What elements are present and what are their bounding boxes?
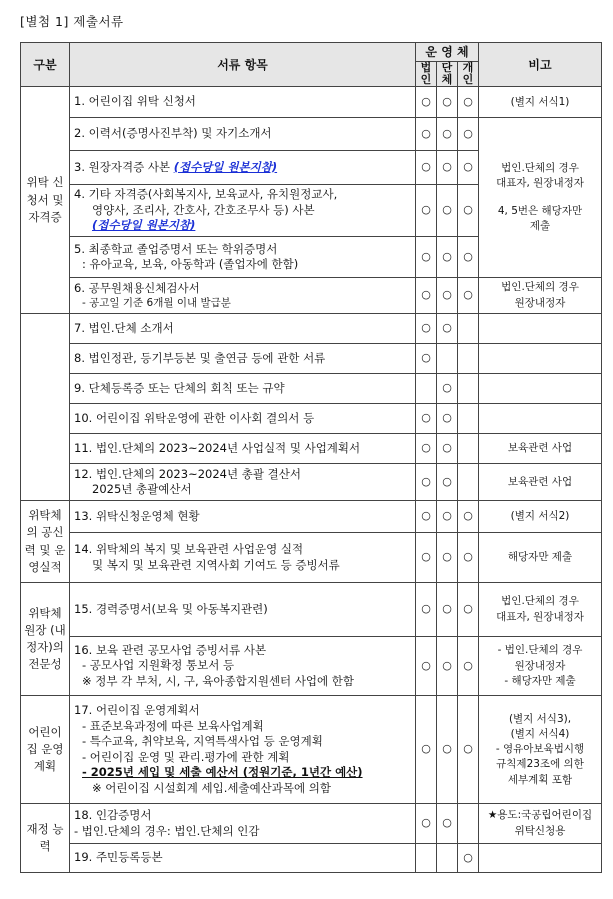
doc-item	[70, 278, 416, 314]
header-indiv: 개인	[458, 62, 479, 87]
doc-item-text: - 공고일 기준 6개월 이내 발급분	[82, 297, 231, 310]
note-line: 법인.단체의 경우	[501, 595, 579, 608]
doc-item: 9. 단체등록증 또는 단체의 회칙 또는 규약	[70, 374, 416, 404]
check-mark: ○	[437, 533, 458, 583]
check-mark: ○	[458, 533, 479, 583]
table-row	[21, 533, 602, 583]
note-cell	[479, 696, 602, 804]
note-line: 규칙제23조에 의한	[496, 758, 584, 771]
empty-mark	[458, 434, 479, 464]
check-mark: ○	[437, 185, 458, 237]
check-mark: ○	[437, 118, 458, 151]
note-cell: (별지 서식2)	[479, 501, 602, 533]
note-cell: 해당자만 제출	[479, 533, 602, 583]
table-row	[21, 434, 602, 464]
note-line: 제출	[529, 219, 551, 232]
check-mark: ○	[458, 696, 479, 804]
note-line: - 법인.단체의 경우	[497, 644, 583, 657]
doc-item-text: ※ 정부 각 부처, 시, 구, 육아종합지원센터 사업에 한함	[82, 673, 355, 688]
doc-item-text: - 공모사업 지원확정 통보서 등	[82, 658, 235, 673]
doc-item-text: : 유아교육, 보육, 아동학과 (졸업자에 한함)	[82, 257, 299, 272]
check-mark: ○	[458, 844, 479, 873]
check-mark: ○	[416, 434, 437, 464]
doc-item: 10. 어린이집 위탁운영에 관한 이사회 결의서 등	[70, 404, 416, 434]
empty-mark	[416, 844, 437, 873]
note-cell: 보육관련 사업	[479, 464, 602, 501]
doc-item	[70, 151, 416, 185]
empty-mark	[458, 374, 479, 404]
note-cell: 보육관련 사업	[479, 434, 602, 464]
doc-item-text: 2025년 총괄예산서	[92, 482, 192, 497]
doc-item-text: 영양사, 조리사, 간호사, 간호조무사 등) 사본	[92, 202, 315, 217]
doc-item-text: 17. 어린이집 운영계획서	[74, 703, 200, 718]
doc-item-text: 12. 법인.단체의 2023~2024년 총괄 결산서	[74, 466, 301, 481]
note-line: 법인.단체의 경우	[501, 281, 579, 294]
doc-item-text: ※ 어린이집 시설회계 세입.세출예산과목에 의함	[92, 780, 331, 795]
check-mark: ○	[416, 583, 437, 637]
empty-mark	[437, 344, 458, 374]
doc-item-text: 및 복지 및 보육관련 지역사회 기여도 등 증빙서류	[92, 557, 340, 572]
budget-plan-text: - 2025년 세입 및 세출 예산서 (정원기준, 1년간 예산)	[82, 765, 363, 780]
check-mark: ○	[437, 464, 458, 501]
check-mark: ○	[416, 185, 437, 237]
note-cell: (별지 서식1)	[479, 87, 602, 118]
check-mark: ○	[416, 533, 437, 583]
check-mark: ○	[437, 374, 458, 404]
empty-mark	[458, 314, 479, 344]
doc-item: 15. 경력증명서(보육 및 아동복지관련)	[70, 583, 416, 637]
category-cell: 어린이집 운영 계획	[21, 696, 70, 804]
doc-item-text: 4. 기타 자격증(사회복지사, 보육교사, 유치원정교사,	[74, 187, 338, 202]
category-cell: 위탁체 원장 (내정자)의 전문성	[21, 583, 70, 696]
check-mark: ○	[437, 434, 458, 464]
check-mark: ○	[416, 237, 437, 278]
category-cell: 위탁체의 공신력 및 운영실적	[21, 501, 70, 583]
category-cell: 위탁 신청서 및 자격증	[21, 87, 70, 314]
header-operator: 운 영 체	[416, 43, 479, 62]
check-mark: ○	[437, 87, 458, 118]
empty-mark	[458, 344, 479, 374]
check-mark: ○	[416, 314, 437, 344]
doc-item: 19. 주민등록등본	[70, 844, 416, 873]
doc-item-text: 5. 최종학교 졸업증명서 또는 학위증명서	[74, 241, 278, 256]
table-row	[21, 696, 602, 804]
note-cell	[479, 804, 602, 844]
check-mark: ○	[458, 237, 479, 278]
original-required-note: (접수당일 원본지참)	[92, 218, 196, 233]
check-mark: ○	[458, 87, 479, 118]
doc-item-text: - 법인.단체의 경우: 법인.단체의 인감	[74, 823, 260, 838]
note-cell	[479, 844, 602, 873]
note-line: ★용도:국공립어린이집	[487, 809, 593, 822]
note-cell	[479, 637, 602, 696]
note-line: 대표자, 원장내정자	[496, 610, 584, 623]
category-cell: 재정 능력	[21, 804, 70, 873]
check-mark: ○	[437, 501, 458, 533]
check-mark: ○	[437, 404, 458, 434]
note-cell	[479, 314, 602, 344]
check-mark: ○	[416, 344, 437, 374]
check-mark: ○	[416, 637, 437, 696]
table-row	[21, 501, 602, 533]
doc-item: 8. 법인정관, 등기부등본 및 출연금 등에 관한 서류	[70, 344, 416, 374]
check-mark: ○	[458, 185, 479, 237]
doc-item: 2. 이력서(증명사진부착) 및 자기소개서	[70, 118, 416, 151]
table-row	[21, 404, 602, 434]
note-cell	[479, 374, 602, 404]
empty-mark	[437, 844, 458, 873]
empty-mark	[458, 464, 479, 501]
table-row	[21, 344, 602, 374]
note-line: 원장내정자	[514, 659, 566, 672]
page-title: [별첨 1] 제출서류	[20, 14, 124, 29]
empty-mark	[416, 374, 437, 404]
check-mark: ○	[416, 118, 437, 151]
check-mark: ○	[416, 87, 437, 118]
check-mark: ○	[458, 637, 479, 696]
doc-item-text: 16. 보육 관련 공모사업 증빙서류 사본	[74, 642, 267, 657]
check-mark: ○	[437, 637, 458, 696]
doc-item-text: - 어린이집 운영 및 관리.평가에 관한 계획	[82, 749, 290, 764]
note-line: - 영유아보육법시행	[495, 743, 585, 756]
doc-item-text: 3. 원장자격증 사본	[74, 159, 174, 174]
check-mark: ○	[437, 583, 458, 637]
check-mark: ○	[416, 278, 437, 314]
table-row	[21, 278, 602, 314]
note-line: (별지 서식4)	[510, 727, 570, 740]
note-cell	[479, 344, 602, 374]
note-line: 법인.단체의 경우	[501, 162, 579, 175]
check-mark: ○	[437, 696, 458, 804]
check-mark: ○	[458, 278, 479, 314]
table-row	[21, 374, 602, 404]
note-cell	[479, 118, 602, 278]
table-row	[21, 87, 602, 118]
doc-item	[70, 464, 416, 501]
check-mark: ○	[416, 501, 437, 533]
empty-mark	[458, 804, 479, 844]
doc-item-text: 18. 인감증명서	[74, 808, 152, 823]
note-line: 원장내정자	[514, 296, 566, 309]
note-cell	[479, 278, 602, 314]
doc-item: 1. 어린이집 위탁 신청서	[70, 87, 416, 118]
header-docs: 서류 항목	[70, 43, 416, 87]
doc-item: 7. 법인.단체 소개서	[70, 314, 416, 344]
doc-item-text: 14. 위탁체의 복지 및 보육관련 사업운영 실적	[74, 542, 304, 557]
check-mark: ○	[437, 314, 458, 344]
header-note: 비고	[479, 43, 602, 87]
table-row	[21, 583, 602, 637]
document-table	[20, 42, 602, 873]
check-mark: ○	[458, 501, 479, 533]
check-mark: ○	[437, 278, 458, 314]
check-mark: ○	[437, 237, 458, 278]
table-row	[21, 844, 602, 873]
table-row	[21, 118, 602, 151]
check-mark: ○	[458, 118, 479, 151]
note-line: 대표자, 원장내정자	[496, 177, 584, 190]
empty-mark	[458, 404, 479, 434]
note-line: (별지 서식3),	[508, 712, 572, 725]
check-mark: ○	[416, 151, 437, 185]
original-required-note: (접수당일 원본지참)	[173, 159, 278, 174]
doc-item: 13. 위탁신청운영체 현황	[70, 501, 416, 533]
header-category: 구분	[21, 43, 70, 87]
category-cell	[21, 314, 70, 501]
note-line: 세부계획 포함	[507, 773, 573, 786]
check-mark: ○	[458, 151, 479, 185]
doc-item-text: - 표준보육과정에 따른 보육사업계획	[82, 718, 264, 733]
doc-item-text: - 특수교육, 취약보육, 지역특색사업 등 운영계획	[82, 734, 323, 749]
check-mark: ○	[416, 464, 437, 501]
doc-item	[70, 237, 416, 278]
header-corp: 법인	[416, 62, 437, 87]
note-cell	[479, 583, 602, 637]
doc-item	[70, 185, 416, 237]
check-mark: ○	[416, 696, 437, 804]
note-line: 4, 5번은 해당자만	[497, 204, 583, 217]
check-mark: ○	[416, 804, 437, 844]
doc-item: 11. 법인.단체의 2023~2024년 사업실적 및 사업계획서	[70, 434, 416, 464]
doc-item	[70, 637, 416, 696]
check-mark: ○	[437, 804, 458, 844]
doc-item-text: 6. 공무원채용신체검사서	[74, 280, 200, 295]
table-row	[21, 637, 602, 696]
check-mark: ○	[416, 404, 437, 434]
table-row	[21, 314, 602, 344]
doc-item	[70, 696, 416, 804]
note-cell	[479, 404, 602, 434]
header-org: 단체	[437, 62, 458, 87]
doc-item	[70, 533, 416, 583]
note-line: - 해당자만 제출	[504, 674, 576, 687]
table-row	[21, 804, 602, 844]
doc-item	[70, 804, 416, 844]
note-line: 위탁신청용	[514, 824, 566, 837]
table-row	[21, 464, 602, 501]
check-mark: ○	[458, 583, 479, 637]
check-mark: ○	[437, 151, 458, 185]
